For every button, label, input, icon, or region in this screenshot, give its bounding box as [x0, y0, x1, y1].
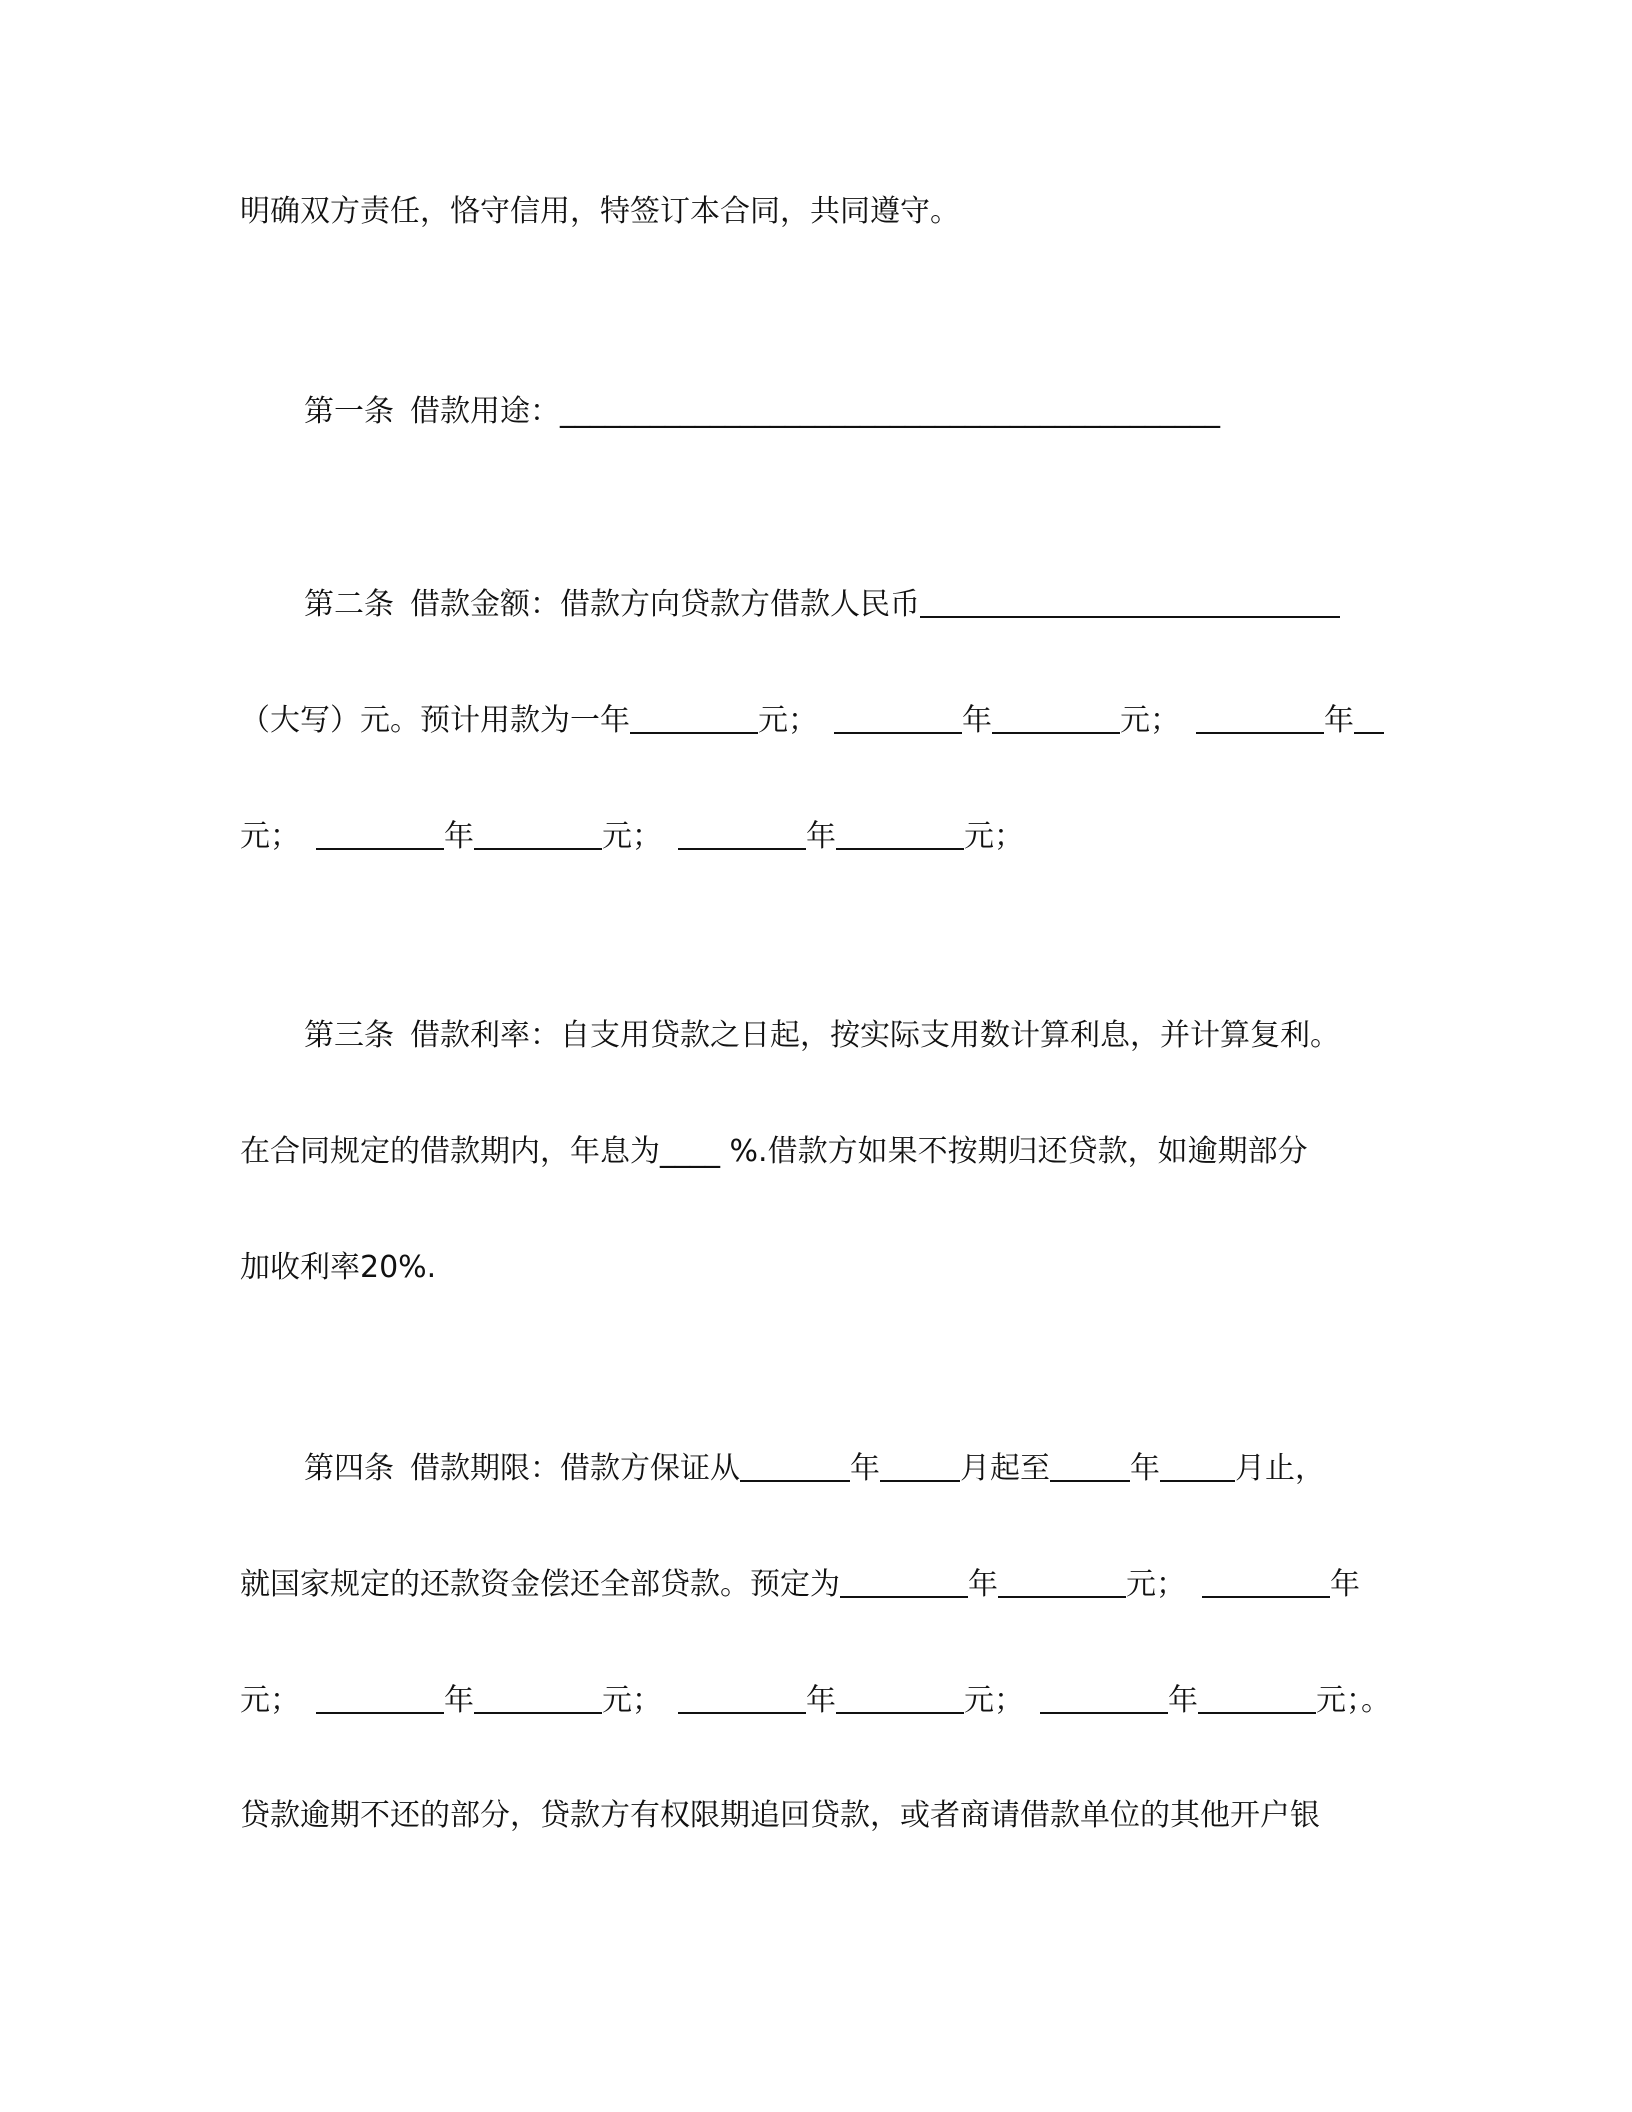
article-2-line-1 — [304, 580, 1474, 628]
blank — [836, 812, 964, 850]
nian: 年 — [444, 819, 474, 854]
nian: 年 — [850, 1451, 880, 1486]
blank — [1050, 1444, 1130, 1482]
nian: 年 — [806, 1683, 836, 1718]
article-4-line-3 — [240, 1676, 1410, 1724]
blank — [1160, 1444, 1235, 1482]
article-4-number: 第四条 — [304, 1451, 394, 1486]
article-1-line — [304, 388, 1474, 436]
blank — [998, 1560, 1126, 1598]
article-3-number: 第三条 — [304, 1018, 394, 1053]
article-4-line-1 — [304, 1444, 1474, 1492]
nian: 年 — [1130, 1451, 1160, 1486]
blank — [1040, 1676, 1168, 1714]
blank — [1198, 1676, 1316, 1714]
blank — [1202, 1560, 1330, 1598]
article-3-text-2a: 在合同规定的借款期内，年息为 — [240, 1134, 660, 1169]
article-4-line-4 — [240, 1792, 1410, 1840]
article-3-line-2 — [240, 1128, 1410, 1176]
blank — [1196, 696, 1324, 734]
blank — [474, 1676, 602, 1714]
blank — [678, 812, 806, 850]
blank — [880, 1444, 960, 1482]
article-3-line-3 — [240, 1244, 1410, 1292]
yuan-semicolon: 元； — [964, 1683, 1024, 1718]
yuan-semicolon: 元； — [602, 1683, 662, 1718]
intro-text — [240, 188, 1410, 236]
blank — [474, 812, 602, 850]
blank — [834, 696, 962, 734]
yue-zhi: 月止， — [1235, 1451, 1325, 1486]
article-4-line-2 — [240, 1560, 1410, 1608]
yuan-semicolon: 元； — [964, 819, 1024, 854]
nian: 年 — [1324, 703, 1354, 738]
article-2-line-3 — [240, 812, 1410, 860]
intro-tail: 明确双方责任，恪守信用，特签订本合同，共同遵守。 — [240, 194, 960, 229]
article-2-number: 第二条 — [304, 587, 394, 622]
article-3-text-1: 自支用贷款之日起，按实际支用数计算利息，并计算复利。 — [560, 1018, 1340, 1053]
blank — [740, 1444, 850, 1482]
article-4-text-4: 贷款逾期不还的部分，贷款方有权限期追回贷款，或者商请借款单位的其他开户银 — [240, 1798, 1320, 1833]
article-3-title: 借款利率： — [410, 1018, 560, 1053]
blank — [316, 812, 444, 850]
article-1-blank: ____________________________________________ — [560, 394, 1220, 429]
yuan-semicolon: 元； — [1126, 1567, 1186, 1602]
article-3-text-2b: %.借款方如果不按期归还贷款，如逾期部分 — [720, 1134, 1308, 1169]
article-4-text-2a: 就国家规定的还款资金偿还全部贷款。预定为 — [240, 1567, 840, 1602]
end-mark: 元；。 — [1316, 1683, 1391, 1718]
rate-blank: ____ — [660, 1134, 720, 1169]
article-3-line-1 — [304, 1012, 1474, 1060]
yuan-semicolon: 元； — [240, 1683, 300, 1718]
yue-qi-zhi: 月起至 — [960, 1451, 1050, 1486]
article-2-line-2 — [240, 696, 1410, 744]
article-3-text-3: 加收利率20%. — [240, 1250, 437, 1285]
nian: 年 — [806, 819, 836, 854]
blank — [1354, 696, 1384, 734]
yuan-semicolon: 元； — [602, 819, 662, 854]
yuan-semicolon: 元； — [758, 703, 818, 738]
nian: 年 — [1168, 1683, 1198, 1718]
article-4-title: 借款期限： — [410, 1451, 560, 1486]
yuan-semicolon: 元； — [240, 819, 300, 854]
blank — [992, 696, 1120, 734]
amount-blank — [920, 580, 1340, 618]
nian: 年 — [962, 703, 992, 738]
article-2-text-2: （大写）元。预计用款为一年 — [240, 703, 630, 738]
yuan-semicolon: 元； — [1120, 703, 1180, 738]
nian: 年 — [444, 1683, 474, 1718]
blank — [316, 1676, 444, 1714]
article-2-title: 借款金额： — [410, 587, 560, 622]
article-1-title: 借款用途： — [410, 394, 560, 429]
article-1-number: 第一条 — [304, 394, 394, 429]
article-4-text-1a: 借款方保证从 — [560, 1451, 740, 1486]
nian: 年 — [968, 1567, 998, 1602]
blank — [630, 696, 758, 734]
article-2-text-1: 借款方向贷款方借款人民币 — [560, 587, 920, 622]
nian: 年 — [1330, 1567, 1360, 1602]
blank — [836, 1676, 964, 1714]
blank — [840, 1560, 968, 1598]
blank — [678, 1676, 806, 1714]
